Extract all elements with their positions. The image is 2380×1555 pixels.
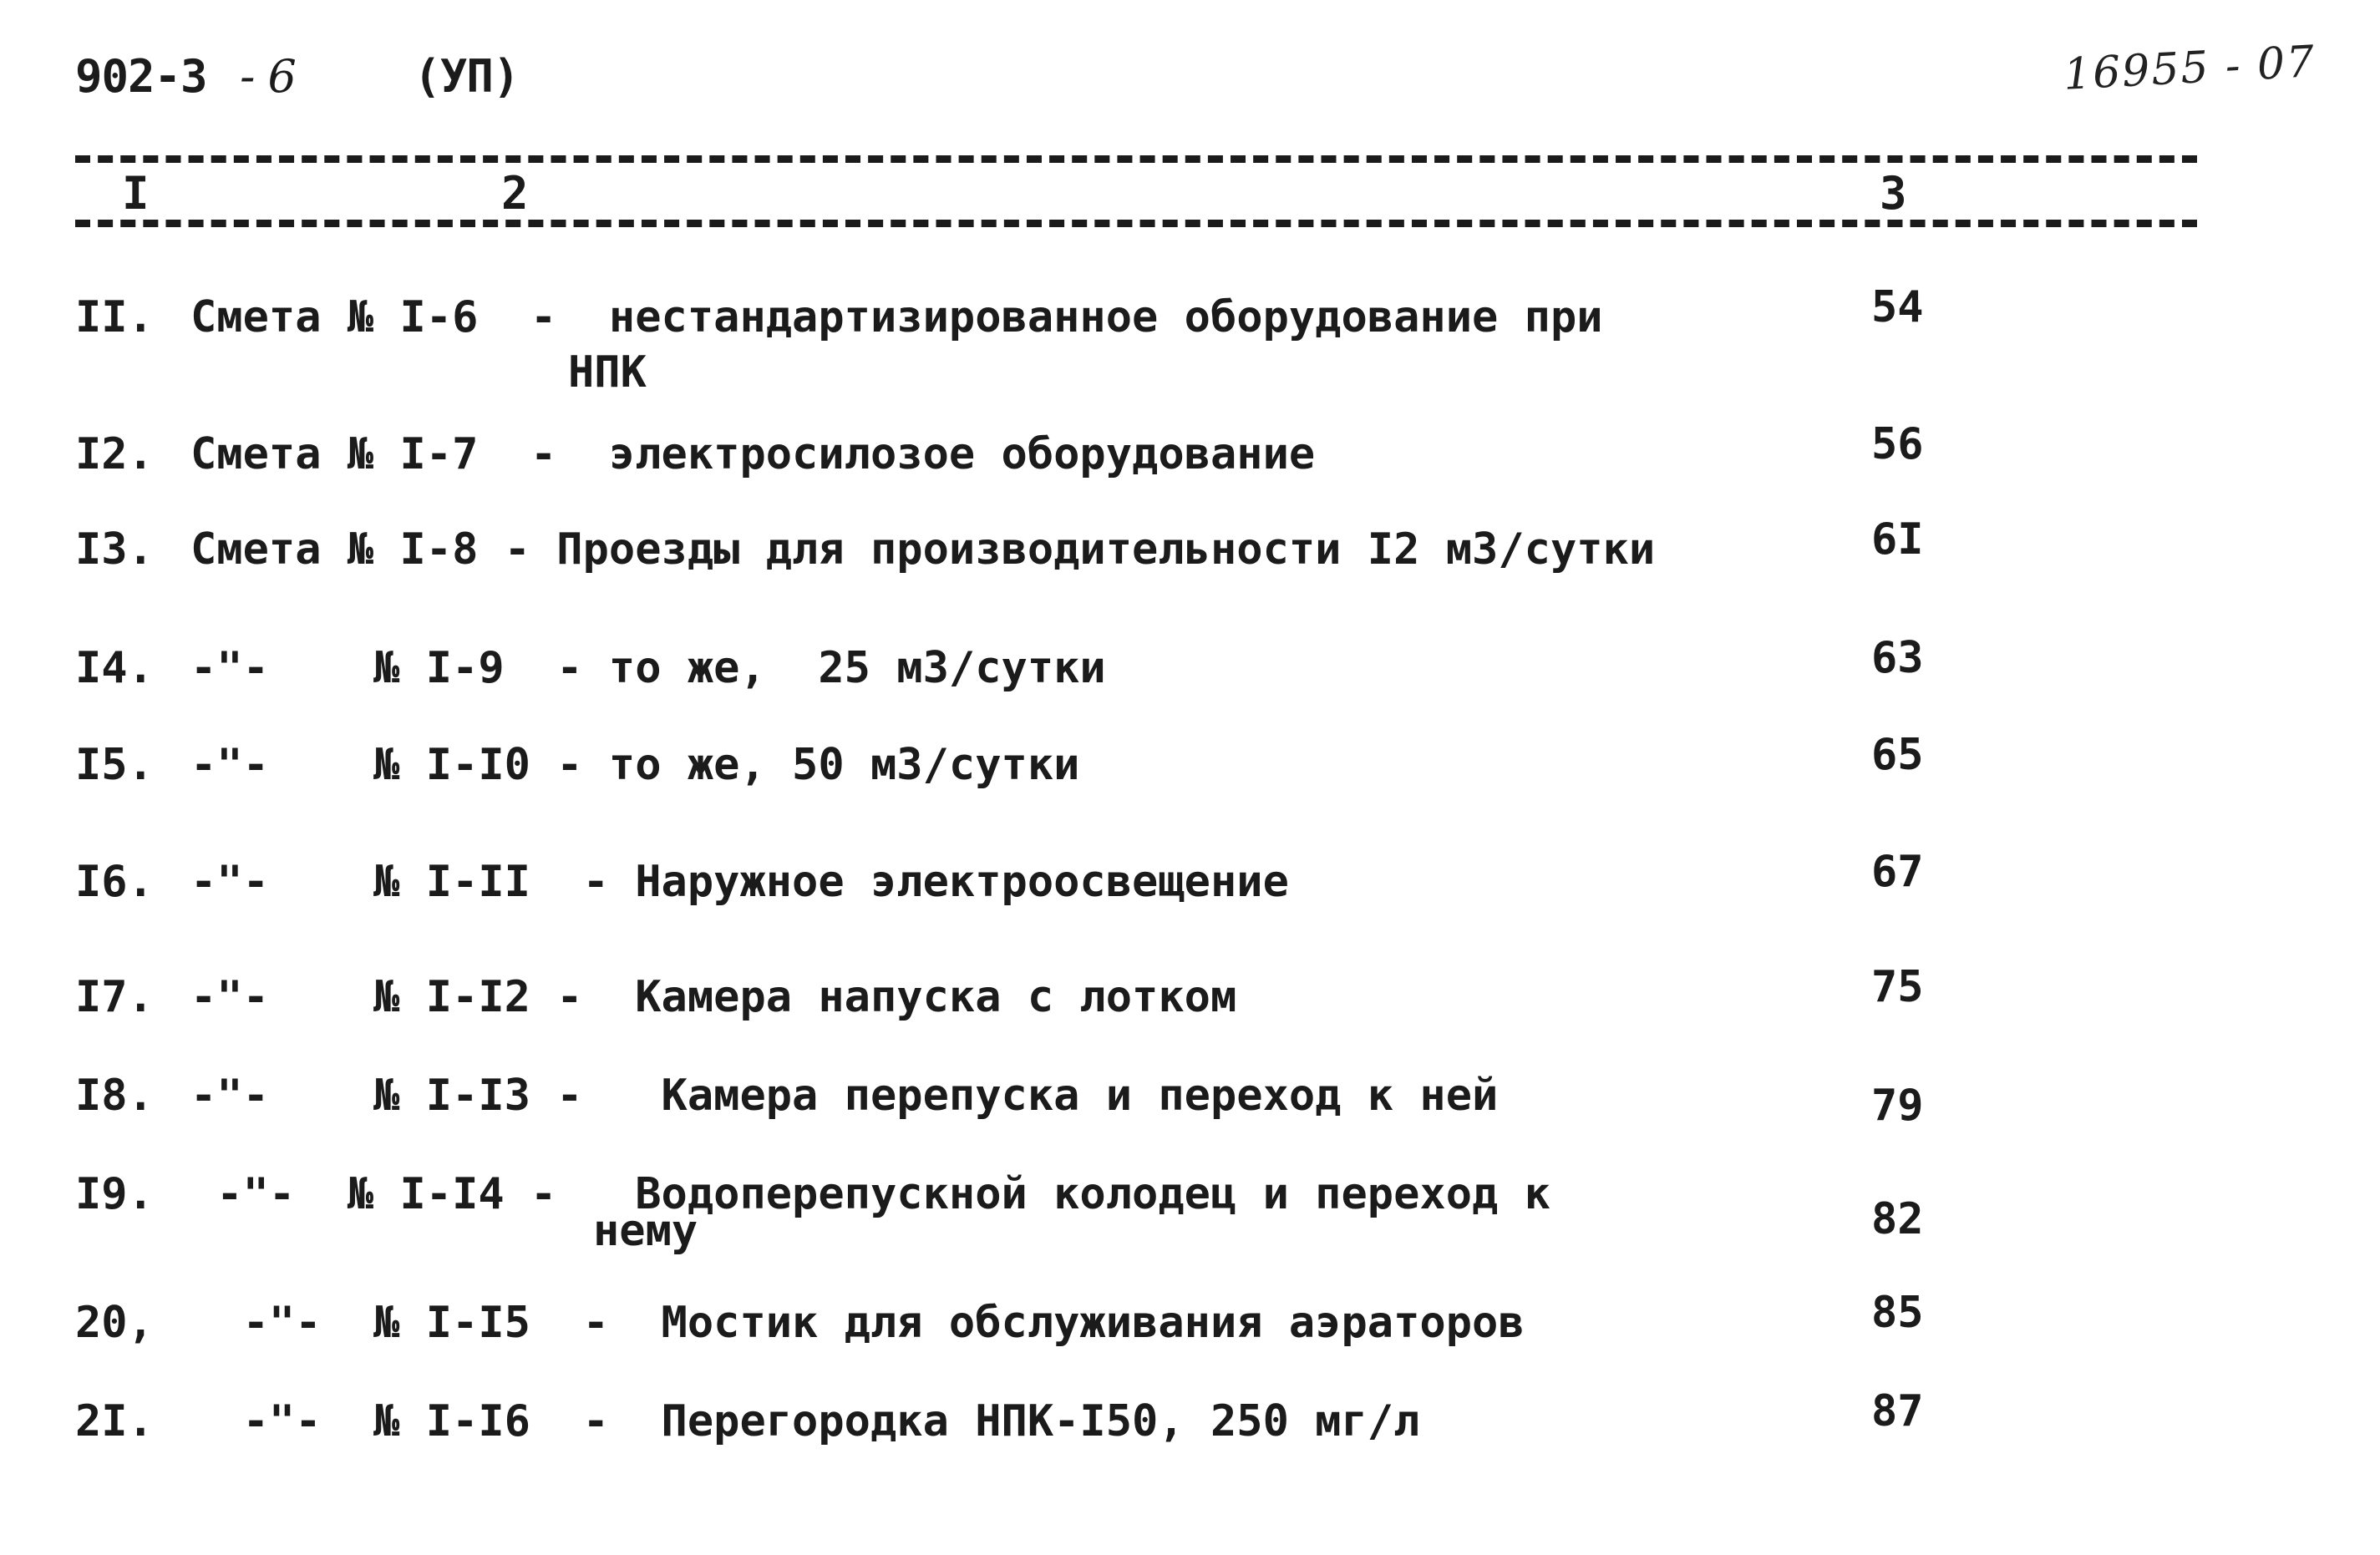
item-page-number: 63: [1871, 633, 1924, 683]
column-number-1: I: [117, 167, 155, 220]
item-page-number: 75: [1871, 962, 1924, 1012]
code-number: 902-3: [75, 50, 207, 103]
item-number: 2I.: [75, 1396, 154, 1446]
item-number: I8.: [75, 1071, 154, 1121]
item-title: -"- № I-I3 - Камера перепуска и переход к ней: [190, 1071, 1499, 1121]
item-title: -"- № I-I4 - Водоперепускной колодец и переход к: [190, 1169, 1550, 1219]
handwritten-inventory-number: 16955 - 07: [2062, 37, 2317, 100]
item-page-number: 54: [1871, 282, 1924, 332]
header-bottom-dashed-rule: [75, 220, 2197, 227]
item-number: I5.: [75, 740, 154, 790]
item-page-number: 65: [1871, 730, 1924, 780]
item-number: II.: [75, 292, 154, 342]
item-page-number: 79: [1871, 1081, 1924, 1131]
item-title-continuation: НПК: [568, 347, 647, 398]
code-handwritten-suffix: - 6: [240, 50, 296, 103]
item-title: -"- № I-I2 - Камера напуска с лотком: [190, 972, 1237, 1022]
item-number: I7.: [75, 972, 154, 1022]
item-title: Смета № I-7 - электросилозое оборудование: [190, 429, 1316, 479]
item-title: Смета № I-6 - нестандартизированное оборудование при: [190, 292, 1603, 342]
item-page-number: 87: [1871, 1386, 1924, 1436]
item-title: -"- № I-I5 - Мостик для обслуживания аэраторов: [190, 1298, 1525, 1348]
item-title: -"- № I-II - Наружное электроосвещение: [190, 857, 1289, 907]
item-title: Смета № I-8 - Проезды для производительности I2 м3/сутки: [190, 524, 1656, 575]
item-page-number: 67: [1871, 847, 1924, 897]
item-title: -"- № I-I6 - Перегородка НПК-I50, 250 мг/л: [190, 1396, 1420, 1446]
column-number-3: 3: [1875, 167, 1912, 220]
item-number: I3.: [75, 524, 154, 575]
header-top-dashed-rule: [75, 155, 2197, 163]
item-number: I2.: [75, 429, 154, 479]
item-number: 20,: [75, 1298, 154, 1348]
item-title-continuation: нему: [593, 1206, 698, 1256]
item-title: -"- № I-I0 - то же, 50 м3/сутки: [190, 740, 1080, 790]
item-number: I6.: [75, 857, 154, 907]
item-title: -"- № I-9 - то же, 25 м3/сутки: [190, 643, 1106, 693]
item-page-number: 6I: [1871, 514, 1924, 565]
item-number: I4.: [75, 643, 154, 693]
item-page-number: 56: [1871, 419, 1924, 469]
item-page-number: 82: [1871, 1194, 1924, 1244]
document-code: [75, 50, 519, 103]
album-number: (УП): [414, 50, 520, 103]
column-number-2: 2: [496, 167, 534, 220]
item-page-number: 85: [1871, 1288, 1924, 1338]
item-number: I9.: [75, 1169, 154, 1219]
